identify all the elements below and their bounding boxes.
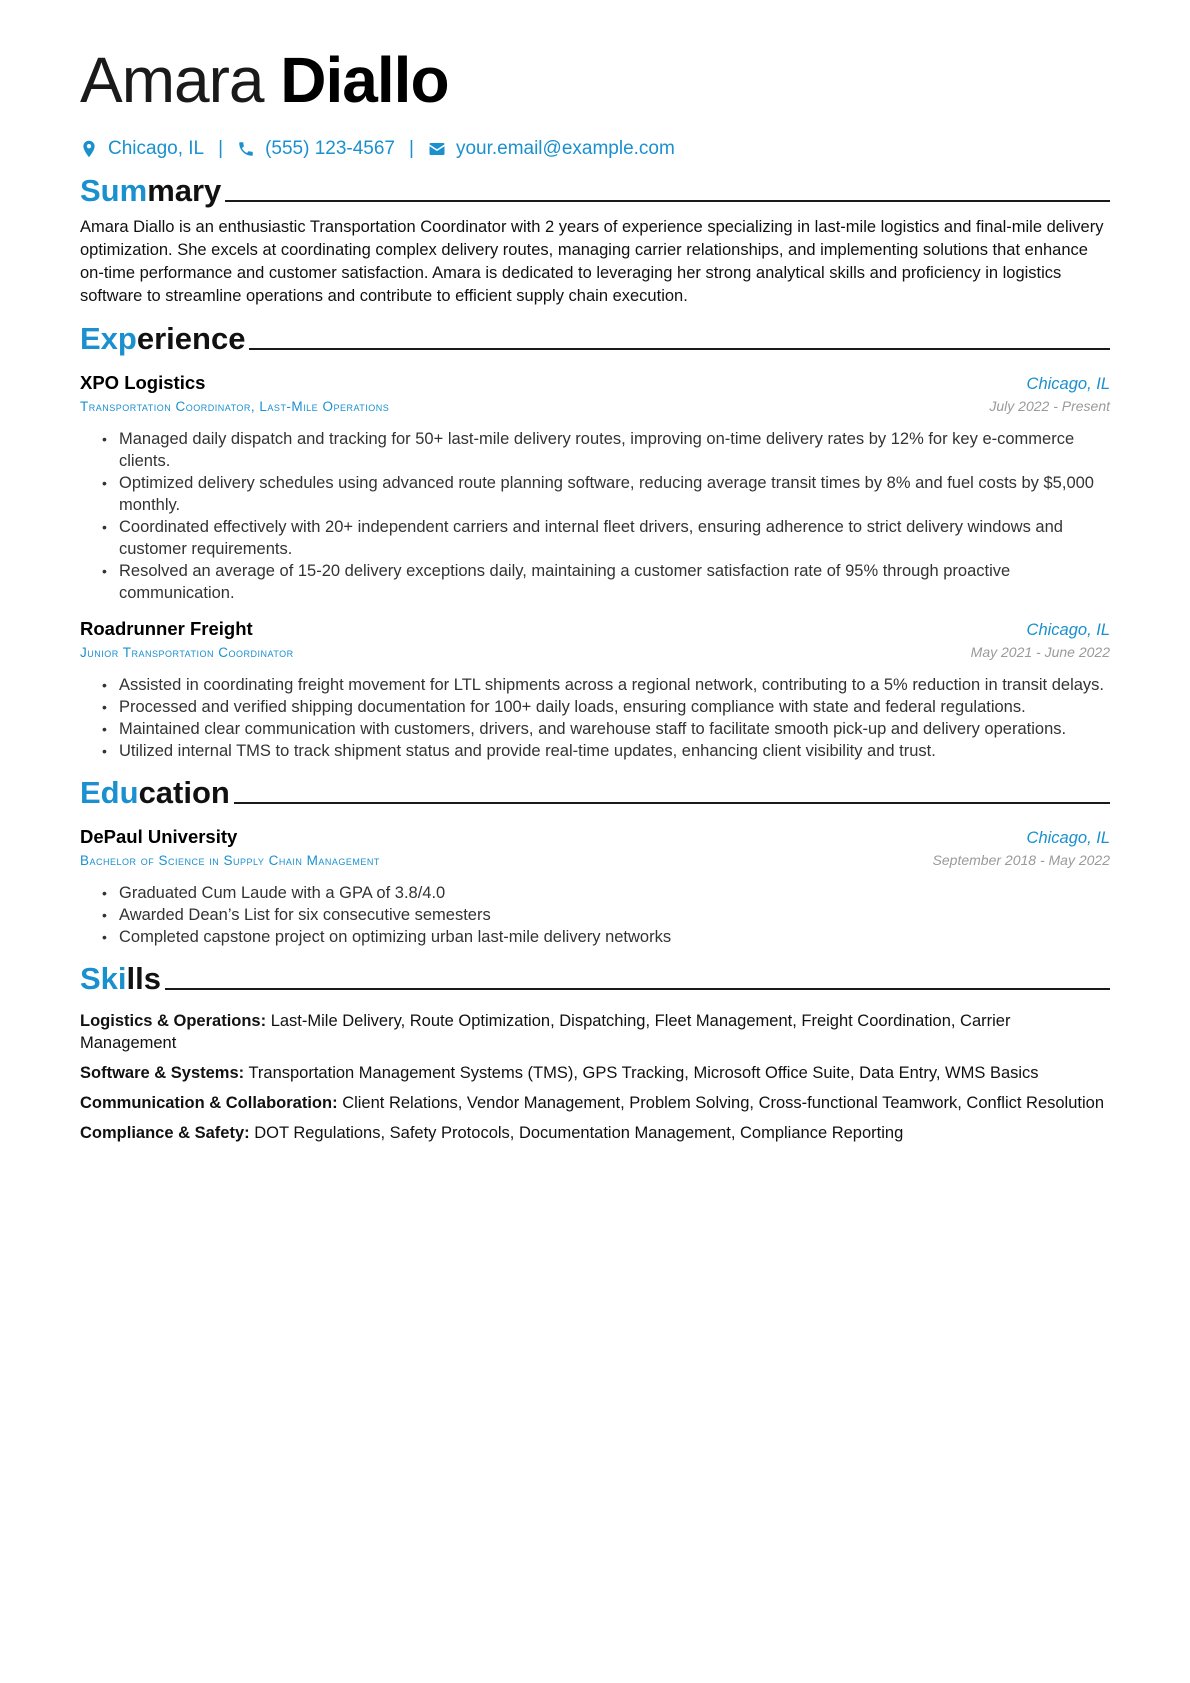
job-location: Chicago, IL [1026, 621, 1110, 639]
first-name: Amara [80, 44, 264, 116]
skills-heading [80, 962, 1110, 996]
bullet-item: • Optimized delivery schedules using advanced route planning software, reducing average transit times by 8% and fuel costs by $5,000 monthly. [102, 472, 1110, 516]
skill-items: Last-Mile Delivery, Route Optimization, Dispatching, Fleet Management, Freight Coordination, Carrier Management [80, 1012, 1011, 1052]
section-title: Summary [80, 173, 222, 208]
contact-phone [237, 138, 395, 160]
education-dates: September 2018 - May 2022 [932, 852, 1110, 868]
school-name: DePaul University [80, 826, 238, 847]
location-text: Chicago, IL [108, 138, 205, 159]
skill-category: Compliance & Safety: [80, 1124, 250, 1142]
contact-separator: | [218, 138, 224, 159]
email-link[interactable]: your.email@example.com [455, 138, 675, 159]
skill-group [80, 1092, 1110, 1114]
section-title: Skills [80, 961, 161, 996]
summary-heading [80, 174, 1110, 208]
job-entry [80, 372, 1110, 604]
skill-group [80, 1010, 1110, 1054]
bullet-item: • Assisted in coordinating freight movement for LTL shipments across a regional network, contributing to a 5% reduction in transit delays. [102, 674, 1110, 696]
company-name: Roadrunner Freight [80, 618, 253, 639]
bullet-item: • Managed daily dispatch and tracking for 50+ last-mile delivery routes, improving on-time delivery rates by 12% for key e-commerce clients. [102, 428, 1110, 472]
last-name: Diallo [280, 44, 449, 116]
experience-heading [80, 322, 1110, 356]
job-bullets [80, 428, 1110, 604]
candidate-name [80, 44, 1110, 116]
section-divider [225, 200, 1110, 202]
job-bullets [80, 674, 1110, 762]
section-divider [249, 348, 1110, 350]
skill-group [80, 1062, 1110, 1084]
contact-email [428, 138, 675, 160]
bullet-item: • Completed capstone project on optimizing urban last-mile delivery networks [102, 926, 1110, 948]
skill-group [80, 1122, 1110, 1144]
bullet-item: • Utilized internal TMS to track shipment status and provide real-time updates, enhancing client visibility and trust. [102, 740, 1110, 762]
job-title: Transportation Coordinator, Last-Mile Operations [80, 399, 390, 414]
education-bullets [80, 882, 1110, 948]
company-name: XPO Logistics [80, 372, 206, 393]
bullet-item: • Coordinated effectively with 20+ independent carriers and internal fleet drivers, ensuring adherence to strict delivery windows and customer requirements. [102, 516, 1110, 560]
section-divider [234, 802, 1110, 804]
bullet-item: • Processed and verified shipping documentation for 100+ daily loads, ensuring compliance with state and federal regulations. [102, 696, 1110, 718]
education-entry [80, 826, 1110, 948]
section-divider [165, 988, 1110, 990]
contact-location [80, 138, 204, 160]
bullet-item: • Maintained clear communication with customers, drivers, and warehouse staff to facilitate smooth pick-up and delivery operations. [102, 718, 1110, 740]
job-dates: July 2022 - Present [989, 398, 1110, 414]
degree-title: Bachelor of Science in Supply Chain Management [80, 853, 380, 868]
skill-category: Software & Systems: [80, 1064, 245, 1082]
skill-category: Logistics & Operations: [80, 1012, 267, 1030]
section-title: Education [80, 775, 230, 810]
school-location: Chicago, IL [1026, 829, 1110, 847]
phone-icon [237, 140, 255, 158]
skill-items: Client Relations, Vendor Management, Problem Solving, Cross-functional Teamwork, Conflict Resolution [342, 1094, 1104, 1112]
bullet-item: • Resolved an average of 15-20 delivery exceptions daily, maintaining a customer satisfaction rate of 95% through proactive communication. [102, 560, 1110, 604]
envelope-icon [428, 140, 446, 158]
skill-items: DOT Regulations, Safety Protocols, Documentation Management, Compliance Reporting [254, 1124, 904, 1142]
bullet-item: • Graduated Cum Laude with a GPA of 3.8/4.0 [102, 882, 1110, 904]
skill-category: Communication & Collaboration: [80, 1094, 338, 1112]
job-entry [80, 618, 1110, 762]
job-title: Junior Transportation Coordinator [80, 645, 294, 660]
job-location: Chicago, IL [1026, 375, 1110, 393]
bullet-item: • Awarded Dean’s List for six consecutive semesters [102, 904, 1110, 926]
contact-separator: | [409, 138, 414, 159]
summary-text: Amara Diallo is an enthusiastic Transportation Coordinator with 2 years of experience specializing in last-mile logistics and final-mile delivery optimization. She excels at coordinating complex delivery routes, managing carrier relationships, and implementing solutions that enhance on-time performance and customer satisfaction. Amara is dedicated to leveraging her strong analytical skills and proficiency in logistics software to streamline operations and contribute to efficient supply chain execution. [80, 218, 1104, 305]
education-heading [80, 776, 1110, 810]
section-title: Experience [80, 321, 246, 356]
contact-bar [80, 138, 1110, 160]
job-dates: May 2021 - June 2022 [970, 644, 1110, 660]
map-pin-icon [80, 140, 98, 158]
phone-text[interactable]: (555) 123-4567 [265, 138, 395, 159]
skill-items: Transportation Management Systems (TMS), GPS Tracking, Microsoft Office Suite, Data Entry, WMS Basics [248, 1064, 1039, 1082]
